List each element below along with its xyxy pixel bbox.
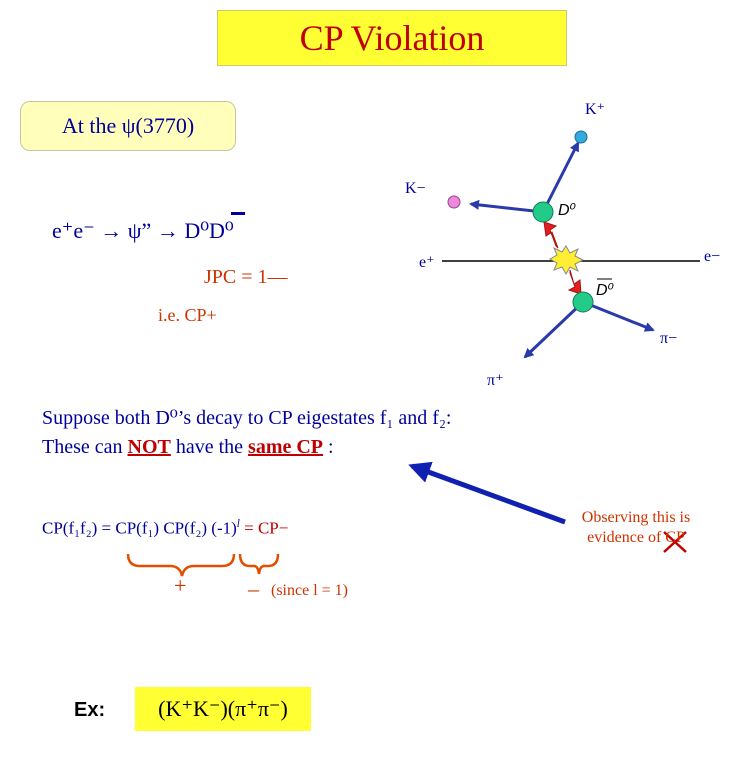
statement-line-1: Suppose both D⁰’s decay to CP eigestates f₁ and f₂:	[42, 407, 452, 429]
reaction-arrow-2: →	[156, 218, 179, 243]
cp-note: i.e. CP+	[158, 305, 217, 325]
statement-pre: These can	[42, 436, 128, 458]
k-plus-ball	[575, 131, 587, 143]
label-e-plus: e⁺	[419, 254, 435, 271]
d0bar-meson	[573, 292, 593, 312]
label-d0bar: D⁰	[596, 282, 614, 299]
statement-line-2	[42, 433, 452, 462]
equation-lhs: CP(f₁f₂) = CP(f₁) CP(f₂) (-1)	[42, 518, 237, 538]
brace-minus	[240, 554, 278, 574]
label-k-plus: K⁺	[585, 101, 605, 118]
statement-post: :	[323, 436, 334, 458]
statement-same-cp: same CP	[248, 436, 324, 458]
final-state-text: (K⁺K⁻)(π⁺π⁻)	[158, 696, 288, 721]
reaction-products: D⁰D⁰	[184, 218, 234, 243]
quantum-numbers: JPC = 1—	[204, 266, 288, 288]
since-note: (since l = 1)	[271, 582, 348, 599]
label-e-minus: e−	[704, 248, 721, 265]
equation-rhs: = CP−	[239, 518, 289, 538]
label-pi-minus: π−	[660, 330, 678, 347]
context-text: At the ψ(3770)	[61, 113, 195, 138]
reaction-resonance: ψ”	[127, 218, 152, 243]
final-state-box	[135, 687, 311, 731]
brace-plus-label: +	[174, 573, 187, 598]
label-d0: D⁰	[558, 202, 576, 219]
label-pi-plus: π⁺	[487, 372, 504, 389]
collision-burst	[550, 246, 583, 274]
track-pi-plus	[525, 302, 583, 357]
d0-meson	[533, 202, 553, 222]
track-k-minus	[471, 204, 543, 212]
cp-statement	[42, 404, 452, 462]
cp-equation	[42, 518, 288, 539]
track-pi-minus	[583, 302, 653, 330]
reaction-beam: e⁺e⁻	[52, 218, 95, 243]
label-k-minus: K−	[405, 180, 426, 197]
red-arrow-up	[544, 222, 558, 248]
equation-exponent: l	[236, 518, 240, 530]
k-minus-ball	[448, 196, 460, 208]
slide-title-text: CP Violation	[299, 18, 485, 58]
pointer-arrow	[412, 466, 565, 522]
reaction-arrow-1: →	[100, 218, 123, 243]
red-arrow-down	[569, 270, 581, 294]
observe-note: Observing this is evidence of CP	[581, 509, 691, 546]
example-label: Ex:	[74, 699, 106, 721]
brace-minus-label: –	[248, 576, 259, 601]
statement-mid: have the	[170, 436, 249, 458]
statement-not: NOT	[127, 436, 171, 458]
